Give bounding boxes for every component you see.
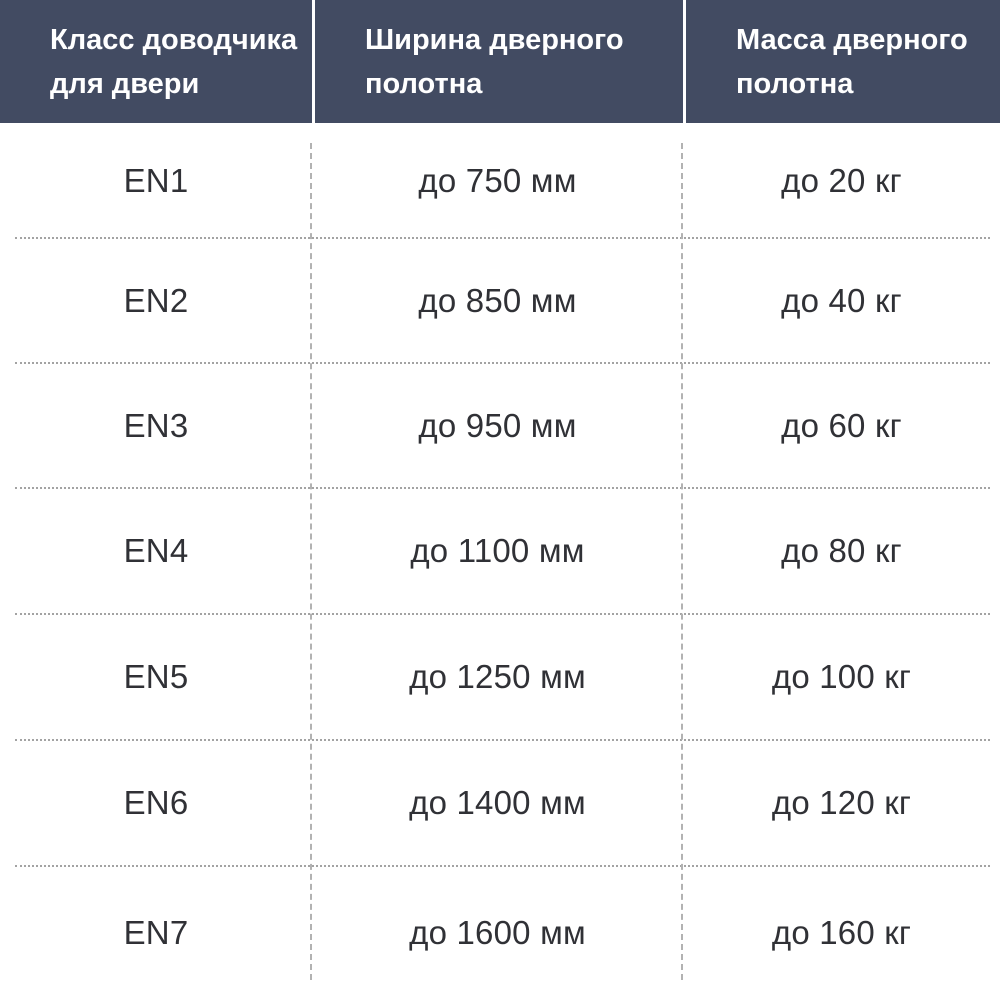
cell-class: EN3 [123,406,189,444]
cell-class: EN6 [123,784,189,821]
cell-mass: до 120 кг [771,784,912,821]
table-row-en4 [0,488,1000,614]
cell-width: до 1100 мм [410,532,585,569]
cell-width: до 1600 мм [409,914,586,951]
header-cell-door-width [312,0,683,123]
cell-class: EN5 [123,658,189,695]
header-label-door-width: Ширина дверного полотна [365,23,624,100]
cell-mass: до 100 кг [771,658,912,695]
column-divider-2 [681,143,683,980]
cell-class: EN4 [123,532,189,569]
column-divider-1 [310,143,312,980]
table-row-en7 [0,866,1000,1000]
cell-mass: до 60 кг [781,406,902,444]
cell-mass: до 20 кг [781,161,902,199]
cell-mass: до 40 кг [781,281,902,319]
cell-mass: до 160 кг [771,914,912,951]
table-header-row [0,0,1000,123]
cell-mass: до 80 кг [781,532,902,569]
cell-width: до 1250 мм [409,658,586,695]
table-body [0,123,1000,1000]
cell-width: до 750 мм [418,161,577,199]
header-cell-closer-class [0,0,312,123]
cell-width: до 950 мм [418,406,577,444]
table-row-en3 [0,363,1000,488]
cell-class: EN7 [123,914,189,951]
table-row-en5 [0,614,1000,740]
table-row-en1 [0,123,1000,238]
table-row-en6 [0,740,1000,866]
header-label-closer-class: Класс доводчика для двери [50,23,298,100]
cell-width: до 850 мм [418,281,577,319]
cell-width: до 1400 мм [409,784,586,821]
cell-class: EN1 [123,161,189,199]
header-label-door-mass: Масса дверного полотна [736,23,968,100]
table-row-en2 [0,238,1000,363]
cell-class: EN2 [123,281,189,319]
header-cell-door-mass [683,0,1000,123]
